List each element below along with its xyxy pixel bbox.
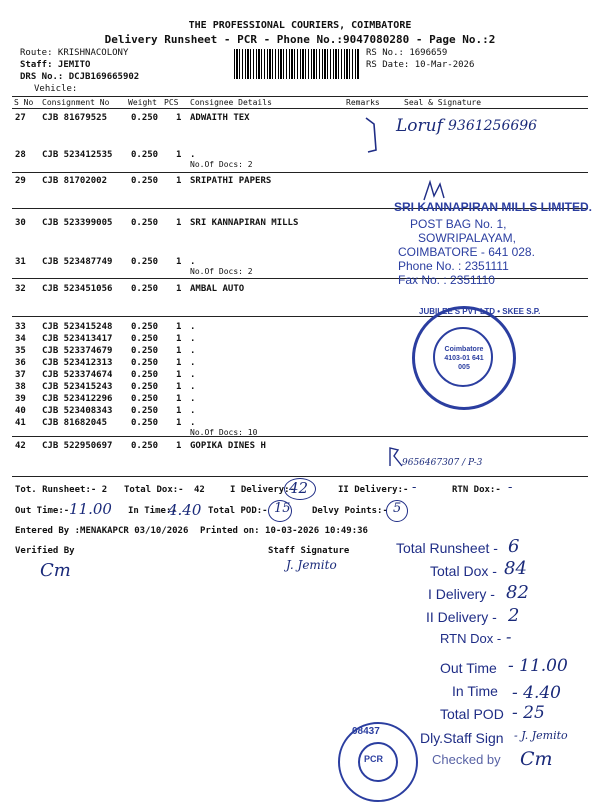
row42-remark-hw: 9656467307 / P-3	[402, 458, 483, 468]
row-sno: 39	[15, 394, 26, 404]
row-consignee: .	[190, 257, 196, 267]
row-consignee: .	[190, 334, 196, 344]
in-time-label: In Time:-	[128, 506, 177, 516]
hw-total-dox-value: 84	[504, 558, 527, 579]
pcr-seal-center-text: PCR	[364, 754, 384, 764]
row-consignee: .	[190, 358, 196, 368]
col-remarks: Remarks	[346, 98, 380, 107]
col-consignment: Consignment No	[42, 98, 110, 107]
row-consignee: ADWAITH TEX	[190, 113, 250, 123]
row-weight: 0.250	[131, 322, 159, 332]
row-pcs: 1	[176, 322, 182, 332]
round-seal-ring-text: JUBILEE'S PVT LTD • SKEE S.P.	[419, 307, 541, 316]
row-consignment-no: CJB 523415248	[42, 322, 113, 332]
total-pod-label: Total POD:-	[208, 506, 268, 516]
round-seal-center-text: Coimbatore 4103-01 641 005	[444, 346, 484, 371]
row-consignment-no: CJB 81702002	[42, 176, 108, 186]
verified-by-label: Verified By	[15, 546, 75, 556]
total-pod-hw: 15	[274, 501, 291, 516]
rtn-dox-label: RTN Dox:-	[452, 485, 501, 495]
row-consignee: SRIPATHI PAPERS	[190, 176, 272, 186]
row-weight: 0.250	[131, 334, 159, 344]
ii-delivery-label: II Delivery:-	[338, 485, 409, 495]
row-separator	[12, 172, 588, 173]
stamp-fax: Fax No. : 2351110	[398, 273, 495, 287]
row-consignment-no: CJB 523412296	[42, 394, 113, 404]
i-delivery-circle	[284, 478, 316, 500]
row-consignment-no: CJB 81682045	[42, 418, 108, 428]
row-weight: 0.250	[131, 150, 159, 160]
col-seal: Seal & Signature	[404, 98, 482, 107]
hw-rtn-dox-label: RTN Dox -	[440, 631, 502, 646]
entered-by: Entered By :MENAKAPCR 03/10/2026	[15, 526, 189, 536]
row-sno: 37	[15, 370, 26, 380]
i-delivery-hw: 42	[289, 479, 309, 497]
delvy-points-circle	[386, 500, 408, 522]
staff-signature-hw: J. Jemito	[286, 558, 337, 572]
row-sno: 27	[15, 113, 26, 123]
col-weight: Weight	[128, 98, 157, 107]
stamp-phone: Phone No. : 2351111	[398, 259, 509, 273]
row-consignment-no: CJB 523415243	[42, 382, 113, 392]
row-consignee: .	[190, 150, 196, 160]
row-pcs: 1	[176, 176, 182, 186]
rs-date: RS Date: 10-Mar-2026	[366, 60, 475, 70]
pcr-seal-ring-text: 08437	[352, 726, 380, 737]
row-pcs: 1	[176, 441, 182, 451]
ii-delivery-hw: -	[412, 480, 417, 495]
row-docs-count: No.Of Docs: 2	[190, 267, 253, 276]
row-consignee: .	[190, 418, 196, 428]
delvy-points-label: Delvy Points:-	[312, 506, 388, 516]
col-pcs: PCS	[164, 98, 179, 107]
row-sno: 31	[15, 257, 26, 267]
hw-checked-by-label: Checked by	[432, 752, 501, 767]
row-pcs: 1	[176, 418, 182, 428]
stamp-address-1: POST BAG No. 1,	[410, 217, 507, 231]
row-weight: 0.250	[131, 406, 159, 416]
row-weight: 0.250	[131, 418, 159, 428]
row-pcs: 1	[176, 382, 182, 392]
hw-total-dox-label: Total Dox -	[430, 563, 497, 579]
row-sno: 42	[15, 441, 26, 451]
total-pod-circle	[268, 500, 292, 522]
printed-on: Printed on: 10-03-2026 10:49:36	[200, 526, 368, 536]
stamp-scribble	[420, 178, 450, 204]
row-weight: 0.250	[131, 394, 159, 404]
stamp-address-2: SOWRIPALAYAM,	[418, 231, 517, 245]
hw-i-delivery-label: I Delivery -	[428, 586, 495, 602]
row-pcs: 1	[176, 370, 182, 380]
row-sno: 38	[15, 382, 26, 392]
stamp-address-3: COIMBATORE - 641 028.	[398, 245, 535, 259]
barcode	[234, 49, 360, 79]
row-pcs: 1	[176, 346, 182, 356]
row-consignee: AMBAL AUTO	[190, 284, 245, 294]
pcr-round-seal	[338, 722, 418, 802]
stamp-company: SRI KANNAPIRAN MILLS LIMITED.	[394, 200, 592, 214]
out-time-label: Out Time:-	[15, 506, 70, 516]
row-pcs: 1	[176, 218, 182, 228]
row-consignee: GOPIKA DINES H	[190, 441, 266, 451]
row-consignment-no: CJB 523399005	[42, 218, 113, 228]
row-pcs: 1	[176, 334, 182, 344]
row-sno: 41	[15, 418, 26, 428]
row-sno: 32	[15, 284, 26, 294]
row-consignment-no: CJB 522950697	[42, 441, 113, 451]
row-consignment-no: CJB 523412313	[42, 358, 113, 368]
hw-i-delivery-value: 82	[506, 582, 529, 603]
row-consignment-no: CJB 523374674	[42, 370, 113, 380]
header-top-rule	[12, 96, 588, 97]
drs-label: DRS No.: DCJB169665902	[20, 72, 140, 82]
row-weight: 0.250	[131, 218, 159, 228]
hw-total-pod-value: - 25	[512, 703, 545, 723]
row-weight: 0.250	[131, 346, 159, 356]
row-consignee: SRI KANNAPIRAN MILLS	[190, 218, 299, 228]
row-weight: 0.250	[131, 113, 159, 123]
row-consignment-no: CJB 523412535	[42, 150, 113, 160]
hw-total-runsheet-value: 6	[508, 536, 520, 557]
rtn-dox-hw: -	[508, 480, 513, 495]
row-sno: 29	[15, 176, 26, 186]
row-consignee: .	[190, 382, 196, 392]
row-sno: 40	[15, 406, 26, 416]
hw-dly-staff-value: - J. Jemito	[514, 729, 568, 742]
staff-signature-label: Staff Signature	[268, 546, 350, 556]
hw-out-time-label: Out Time	[440, 660, 497, 676]
row-weight: 0.250	[131, 441, 159, 451]
row-docs-count: No.Of Docs: 10	[190, 428, 258, 437]
row-pcs: 1	[176, 113, 182, 123]
hw-in-time-label: In Time	[452, 683, 498, 699]
row27-phone-hw: 9361256696	[448, 118, 538, 134]
row-sno: 34	[15, 334, 26, 344]
row-consignment-no: CJB 523413417	[42, 334, 113, 344]
row-sno: 30	[15, 218, 26, 228]
row-consignment-no: CJB 523451056	[42, 284, 113, 294]
row-pcs: 1	[176, 358, 182, 368]
runsheet-title: Delivery Runsheet - PCR - Phone No.:9047080280 - Page No.:2	[104, 33, 496, 46]
row-sno: 35	[15, 346, 26, 356]
row27-signature-hw: Loruf	[396, 116, 443, 136]
row-separator	[12, 316, 588, 317]
header-bottom-rule	[12, 108, 588, 109]
row-sno: 36	[15, 358, 26, 368]
row-consignment-no: CJB 523408343	[42, 406, 113, 416]
row-pcs: 1	[176, 406, 182, 416]
row-pcs: 1	[176, 284, 182, 294]
hw-rtn-dox-value: -	[506, 627, 512, 646]
company-name: THE PROFESSIONAL COURIERS, COIMBATORE	[188, 20, 412, 31]
handwritten-mark	[360, 112, 400, 158]
rs-number: RS No.: 1696659	[366, 48, 448, 58]
row-docs-count: No.Of Docs: 2	[190, 160, 253, 169]
handwritten-R	[386, 444, 406, 470]
route-label: Route: KRISHNACOLONY	[20, 48, 129, 58]
out-time-hw: 11.00	[69, 500, 112, 518]
row-separator	[12, 278, 588, 279]
hw-dly-staff-label: Dly.Staff Sign	[420, 730, 504, 746]
hw-total-runsheet-label: Total Runsheet -	[396, 540, 498, 556]
summary-rule	[12, 476, 588, 477]
row-consignee: .	[190, 346, 196, 356]
total-dox-label: Total Dox:-	[124, 485, 184, 495]
hw-out-time-value: - 11.00	[508, 656, 568, 676]
col-consignee: Consignee Details	[190, 98, 272, 107]
row-consignee: .	[190, 406, 196, 416]
row-consignee: .	[190, 394, 196, 404]
tot-runsheet: Tot. Runsheet:- 2	[15, 485, 108, 495]
row-weight: 0.250	[131, 257, 159, 267]
row-pcs: 1	[176, 150, 182, 160]
row-consignment-no: CJB 523374679	[42, 346, 113, 356]
row-consignee: .	[190, 370, 196, 380]
hw-ii-delivery-label: II Delivery -	[426, 609, 497, 625]
row-pcs: 1	[176, 394, 182, 404]
total-dox-value: 42	[194, 485, 205, 495]
row-weight: 0.250	[131, 176, 159, 186]
row-consignment-no: CJB 523487749	[42, 257, 113, 267]
delvy-points-hw: 5	[393, 501, 402, 516]
row-pcs: 1	[176, 257, 182, 267]
col-sno: S No	[14, 98, 34, 107]
i-delivery-label: I Delivery:-	[230, 485, 296, 495]
hw-total-pod-label: Total POD	[440, 706, 504, 722]
row-separator	[12, 436, 588, 437]
hw-ii-delivery-value: 2	[508, 605, 520, 626]
in-time-hw: 4.40	[168, 501, 202, 519]
row-weight: 0.250	[131, 358, 159, 368]
row-weight: 0.250	[131, 284, 159, 294]
hw-checked-by-value: Cm	[520, 748, 553, 770]
row-weight: 0.250	[131, 370, 159, 380]
hw-in-time-value: - 4.40	[512, 683, 561, 703]
row-consignee: .	[190, 322, 196, 332]
row-consignment-no: CJB 81679525	[42, 113, 108, 123]
vehicle-label: Vehicle:	[34, 84, 78, 94]
row-sno: 28	[15, 150, 26, 160]
row-sno: 33	[15, 322, 26, 332]
row-weight: 0.250	[131, 382, 159, 392]
staff-label: Staff: JEMITO	[20, 60, 91, 70]
round-seal-company	[412, 306, 541, 410]
verified-by-signature: Cm	[40, 560, 71, 581]
